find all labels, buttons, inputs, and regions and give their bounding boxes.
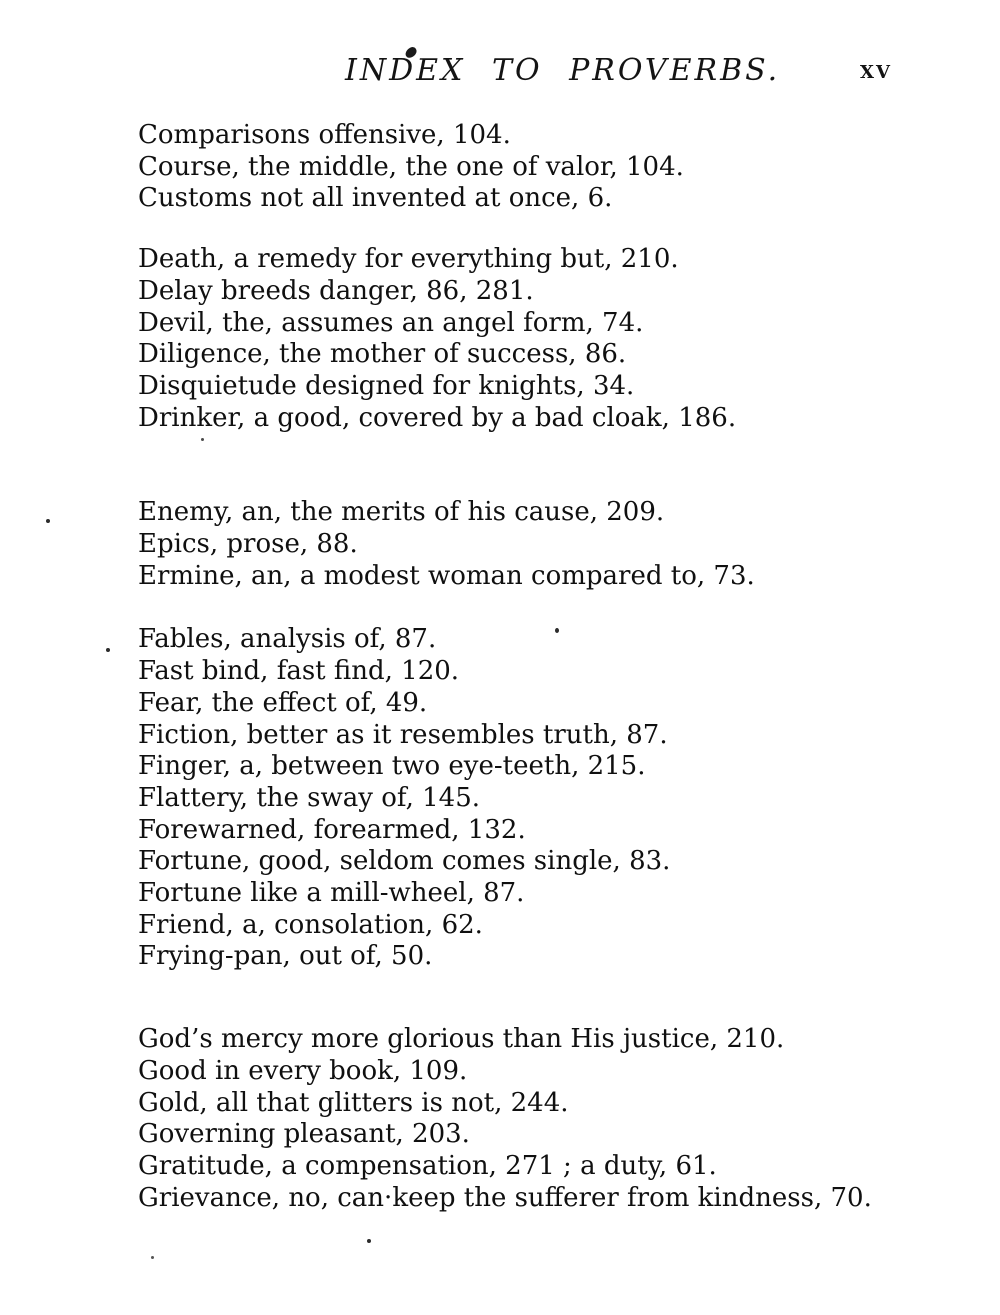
scan-artifact-dot — [201, 438, 204, 441]
index-entry: God’s mercy more glorious than His justice, 210. — [138, 1024, 785, 1055]
scan-artifact-dot — [106, 648, 110, 652]
index-entry: Fortune like a mill-wheel, 87. — [138, 878, 525, 909]
index-entry: Epics, prose, 88. — [138, 529, 358, 560]
index-group-g — [138, 1024, 918, 1214]
index-entry: Fear, the effect of, 49. — [138, 687, 428, 718]
index-entry: Diligence, the mother of success, 86. — [138, 339, 627, 370]
index-entry: Customs not all invented at once, 6. — [138, 183, 613, 214]
index-entry: Governing pleasant, 203. — [138, 1119, 470, 1150]
index-entry: Friend, a, consolation, 62. — [138, 909, 483, 940]
index-entry: Course, the middle, the one of valor, 104. — [138, 151, 684, 182]
scan-artifact-dot — [367, 1239, 371, 1243]
index-entry: Finger, a, between two eye-teeth, 215. — [138, 751, 646, 782]
index-entry: Fiction, better as it resembles truth, 87. — [138, 719, 668, 750]
index-entry: Death, a remedy for everything but, 210. — [138, 244, 679, 275]
index-entry: Devil, the, assumes an angel form, 74. — [138, 307, 644, 338]
index-entry: Fortune, good, seldom comes single, 83. — [138, 846, 671, 877]
index-entry: Flattery, the sway of, 145. — [138, 782, 480, 813]
index-entry: Delay breeds danger, 86, 281. — [138, 275, 534, 306]
page-number: xv — [860, 55, 892, 85]
index-entry: Forewarned, forearmed, 132. — [138, 814, 526, 845]
index-entry: Fables, analysis of, 87. — [138, 624, 437, 655]
index-entry: Grievance, no, can·keep the sufferer from kindness, 70. — [138, 1182, 872, 1213]
scan-artifact-dot — [151, 1256, 154, 1259]
index-group-f — [138, 624, 918, 973]
index-entry: Enemy, an, the merits of his cause, 209. — [138, 497, 665, 528]
index-entry: Drinker, a good, covered by a bad cloak, 186. — [138, 402, 737, 433]
index-entry: Fast bind, fast find, 120. — [138, 656, 460, 687]
index-group-d — [138, 244, 918, 434]
index-entry: Disquietude designed for knights, 34. — [138, 370, 635, 401]
index-entry: Gratitude, a compensation, 271 ; a duty, 61. — [138, 1150, 717, 1181]
scan-artifact-dot — [555, 628, 559, 633]
index-entry: Gold, all that glitters is not, 244. — [138, 1087, 569, 1118]
index-group-e — [138, 497, 918, 592]
index-entry: Ermine, an, a modest woman compared to, 73. — [138, 560, 755, 591]
page-title: INDEX TO PROVERBS. — [345, 53, 781, 88]
index-entry: Comparisons offensive, 104. — [138, 120, 511, 150]
index-entry: Frying-pan, out of, 50. — [138, 941, 433, 972]
index-group-c — [138, 120, 918, 215]
scan-artifact-dot — [46, 519, 50, 523]
index-list — [138, 0, 918, 1214]
index-entry: Good in every book, 109. — [138, 1055, 468, 1086]
